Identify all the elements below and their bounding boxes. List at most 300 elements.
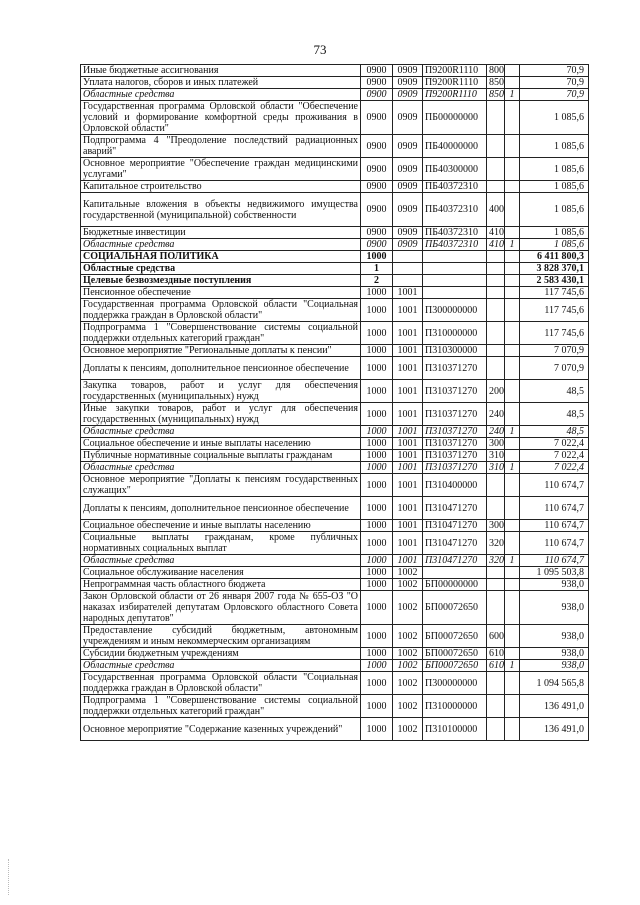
row-name-cell: Пенсионное обеспечение	[81, 287, 361, 299]
amount-cell: 110 674,7	[520, 520, 589, 532]
amount-cell: 117 745,6	[520, 287, 589, 299]
row-name-cell: Основное мероприятие "Региональные доплаты к пенсии"	[81, 345, 361, 357]
expense-type-cell	[487, 287, 505, 299]
target-article-cell: П310371270	[423, 357, 487, 380]
expense-type-cell	[487, 135, 505, 158]
funding-source-cell: 1	[505, 239, 520, 251]
expense-type-cell	[487, 345, 505, 357]
subsection-code-cell: 1002	[393, 648, 423, 660]
expense-type-cell: 850	[487, 89, 505, 101]
target-article-cell: БП00072650	[423, 660, 487, 672]
target-article-cell: П300000000	[423, 672, 487, 695]
table-row	[81, 101, 589, 135]
target-article-cell: БП00072650	[423, 591, 487, 625]
row-name-cell: Основное мероприятие "Доплаты к пенсиям государственных служащих"	[81, 474, 361, 497]
row-name-cell: Предоставление субсидий бюджетным, автономным учреждениям и иным некоммерческим организациям	[81, 625, 361, 648]
row-name-cell: Доплаты к пенсиям, дополнительное пенсионное обеспечение	[81, 357, 361, 380]
table-row	[81, 403, 589, 426]
target-article-cell: П310400000	[423, 474, 487, 497]
amount-cell: 7 022,4	[520, 450, 589, 462]
subsection-code-cell: 1001	[393, 532, 423, 555]
section-code-cell: 1000	[361, 287, 393, 299]
row-name-cell: Капитальные вложения в объекты недвижимого имущества государственной (муниципальной) собственности	[81, 193, 361, 227]
amount-cell: 117 745,6	[520, 299, 589, 322]
table-row	[81, 158, 589, 181]
funding-source-cell	[505, 579, 520, 591]
table-row	[81, 555, 589, 567]
amount-cell: 1 085,6	[520, 239, 589, 251]
table-row	[81, 357, 589, 380]
funding-source-cell	[505, 275, 520, 287]
target-article-cell: П310471270	[423, 532, 487, 555]
row-name-cell: Социальное обеспечение и иные выплаты населению	[81, 520, 361, 532]
funding-source-cell: 1	[505, 426, 520, 438]
table-row	[81, 532, 589, 555]
expense-type-cell	[487, 591, 505, 625]
target-article-cell	[423, 275, 487, 287]
row-name-cell: Подпрограмма 1 "Совершенствование системы социальной поддержки отдельных категорий граждан"	[81, 322, 361, 345]
row-name-cell: Областные средства	[81, 462, 361, 474]
target-article-cell: П310371270	[423, 462, 487, 474]
table-row	[81, 135, 589, 158]
table-row	[81, 239, 589, 251]
table-row	[81, 89, 589, 101]
table-row	[81, 251, 589, 263]
subsection-code-cell: 1001	[393, 438, 423, 450]
amount-cell: 938,0	[520, 591, 589, 625]
target-article-cell: П310000000	[423, 322, 487, 345]
expense-type-cell	[487, 263, 505, 275]
expense-type-cell: 320	[487, 555, 505, 567]
expense-type-cell: 400	[487, 193, 505, 227]
table-row	[81, 450, 589, 462]
section-code-cell: 1000	[361, 625, 393, 648]
funding-source-cell	[505, 322, 520, 345]
table-row	[81, 567, 589, 579]
expense-type-cell: 310	[487, 462, 505, 474]
subsection-code-cell: 0909	[393, 158, 423, 181]
table-row	[81, 718, 589, 741]
expense-type-cell	[487, 579, 505, 591]
subsection-code-cell	[393, 275, 423, 287]
section-code-cell: 1000	[361, 322, 393, 345]
subsection-code-cell: 0909	[393, 135, 423, 158]
target-article-cell: П310000000	[423, 695, 487, 718]
target-article-cell: П300000000	[423, 299, 487, 322]
expense-type-cell: 850	[487, 77, 505, 89]
row-name-cell: Закупка товаров, работ и услуг для обеспечения государственных (муниципальных) нужд	[81, 380, 361, 403]
funding-source-cell: 1	[505, 660, 520, 672]
section-code-cell: 1000	[361, 357, 393, 380]
expense-type-cell: 300	[487, 520, 505, 532]
section-code-cell: 1000	[361, 555, 393, 567]
row-name-cell: Социальные выплаты гражданам, кроме публичных нормативных социальных выплат	[81, 532, 361, 555]
funding-source-cell	[505, 101, 520, 135]
amount-cell: 70,9	[520, 65, 589, 77]
row-name-cell: Основное мероприятие "Содержание казенных учреждений"	[81, 718, 361, 741]
funding-source-cell	[505, 299, 520, 322]
section-code-cell: 1000	[361, 648, 393, 660]
target-article-cell: П310371270	[423, 450, 487, 462]
target-article-cell: ПБ40372310	[423, 227, 487, 239]
amount-cell: 110 674,7	[520, 474, 589, 497]
amount-cell: 48,5	[520, 403, 589, 426]
section-code-cell: 0900	[361, 77, 393, 89]
expense-type-cell	[487, 158, 505, 181]
funding-source-cell: 1	[505, 555, 520, 567]
expense-type-cell: 410	[487, 239, 505, 251]
expense-type-cell	[487, 101, 505, 135]
section-code-cell: 1000	[361, 718, 393, 741]
subsection-code-cell: 1002	[393, 695, 423, 718]
subsection-code-cell: 0909	[393, 181, 423, 193]
table-row	[81, 227, 589, 239]
table-row	[81, 275, 589, 287]
section-code-cell: 0900	[361, 89, 393, 101]
subsection-code-cell: 0909	[393, 193, 423, 227]
subsection-code-cell: 1001	[393, 380, 423, 403]
target-article-cell: П310371270	[423, 380, 487, 403]
section-code-cell: 0900	[361, 158, 393, 181]
expense-type-cell: 240	[487, 426, 505, 438]
amount-cell: 48,5	[520, 426, 589, 438]
funding-source-cell	[505, 77, 520, 89]
amount-cell: 938,0	[520, 648, 589, 660]
subsection-code-cell: 0909	[393, 101, 423, 135]
table-row	[81, 426, 589, 438]
subsection-code-cell: 1002	[393, 579, 423, 591]
row-name-cell: СОЦИАЛЬНАЯ ПОЛИТИКА	[81, 251, 361, 263]
target-article-cell: ПБ40372310	[423, 181, 487, 193]
funding-source-cell	[505, 65, 520, 77]
table-row	[81, 695, 589, 718]
amount-cell: 7 022,4	[520, 462, 589, 474]
subsection-code-cell: 1002	[393, 625, 423, 648]
funding-source-cell	[505, 450, 520, 462]
subsection-code-cell: 1001	[393, 474, 423, 497]
table-row	[81, 497, 589, 520]
row-name-cell: Иные бюджетные ассигнования	[81, 65, 361, 77]
expense-type-cell	[487, 474, 505, 497]
funding-source-cell	[505, 718, 520, 741]
table-row	[81, 520, 589, 532]
section-code-cell: 1	[361, 263, 393, 275]
table-row	[81, 299, 589, 322]
funding-source-cell	[505, 158, 520, 181]
expense-type-cell	[487, 299, 505, 322]
expense-type-cell: 610	[487, 648, 505, 660]
section-code-cell: 1000	[361, 299, 393, 322]
expense-type-cell	[487, 181, 505, 193]
target-article-cell: БП00072650	[423, 648, 487, 660]
row-name-cell: Областные средства	[81, 239, 361, 251]
expense-type-cell	[487, 718, 505, 741]
section-code-cell: 0900	[361, 135, 393, 158]
expense-type-cell: 200	[487, 380, 505, 403]
target-article-cell: ПБ40372310	[423, 239, 487, 251]
amount-cell: 110 674,7	[520, 532, 589, 555]
funding-source-cell	[505, 532, 520, 555]
funding-source-cell	[505, 567, 520, 579]
subsection-code-cell: 1002	[393, 718, 423, 741]
amount-cell: 7 022,4	[520, 438, 589, 450]
expense-type-cell	[487, 322, 505, 345]
table-row	[81, 287, 589, 299]
subsection-code-cell: 1001	[393, 450, 423, 462]
table-row	[81, 345, 589, 357]
table-row	[81, 660, 589, 672]
funding-source-cell	[505, 497, 520, 520]
expense-type-cell: 320	[487, 532, 505, 555]
funding-source-cell: 1	[505, 89, 520, 101]
funding-source-cell	[505, 135, 520, 158]
subsection-code-cell	[393, 263, 423, 275]
amount-cell: 938,0	[520, 660, 589, 672]
expense-type-cell	[487, 251, 505, 263]
target-article-cell: ПБ40000000	[423, 135, 487, 158]
row-name-cell: Иные закупки товаров, работ и услуг для обеспечения государственных (муниципальных) нужд	[81, 403, 361, 426]
subsection-code-cell: 1001	[393, 357, 423, 380]
target-article-cell: П9200R1110	[423, 77, 487, 89]
subsection-code-cell: 1001	[393, 462, 423, 474]
expense-type-cell	[487, 567, 505, 579]
amount-cell: 1 085,6	[520, 158, 589, 181]
amount-cell: 136 491,0	[520, 718, 589, 741]
target-article-cell: П310471270	[423, 555, 487, 567]
amount-cell: 1 085,6	[520, 135, 589, 158]
row-name-cell: Капитальное строительство	[81, 181, 361, 193]
target-article-cell	[423, 251, 487, 263]
section-code-cell: 1000	[361, 380, 393, 403]
amount-cell: 70,9	[520, 77, 589, 89]
row-name-cell: Областные средства	[81, 660, 361, 672]
funding-source-cell	[505, 287, 520, 299]
subsection-code-cell: 0909	[393, 77, 423, 89]
section-code-cell: 0900	[361, 239, 393, 251]
section-code-cell: 1000	[361, 567, 393, 579]
funding-source-cell	[505, 227, 520, 239]
row-name-cell: Государственная программа Орловской области "Обеспечение условий и формирование комфортной среды проживания в Орловской области"	[81, 101, 361, 135]
section-code-cell: 1000	[361, 438, 393, 450]
target-article-cell: П310371270	[423, 403, 487, 426]
section-code-cell: 0900	[361, 65, 393, 77]
table-row	[81, 648, 589, 660]
row-name-cell: Социальное обслуживание населения	[81, 567, 361, 579]
target-article-cell: П310371270	[423, 438, 487, 450]
section-code-cell: 0900	[361, 227, 393, 239]
subsection-code-cell	[393, 251, 423, 263]
table-row	[81, 625, 589, 648]
subsection-code-cell: 1001	[393, 287, 423, 299]
row-name-cell: Областные средства	[81, 263, 361, 275]
subsection-code-cell: 1002	[393, 591, 423, 625]
expense-type-cell: 410	[487, 227, 505, 239]
amount-cell: 938,0	[520, 579, 589, 591]
amount-cell: 1 094 565,8	[520, 672, 589, 695]
expense-type-cell: 310	[487, 450, 505, 462]
subsection-code-cell: 1001	[393, 520, 423, 532]
funding-source-cell	[505, 345, 520, 357]
funding-source-cell	[505, 474, 520, 497]
target-article-cell: П310471270	[423, 497, 487, 520]
amount-cell: 3 828 370,1	[520, 263, 589, 275]
funding-source-cell	[505, 695, 520, 718]
scan-artifact	[8, 859, 11, 895]
row-name-cell: Доплаты к пенсиям, дополнительное пенсионное обеспечение	[81, 497, 361, 520]
amount-cell: 1 085,6	[520, 227, 589, 239]
subsection-code-cell: 1001	[393, 555, 423, 567]
row-name-cell: Основное мероприятие "Обеспечение граждан медицинскими услугами"	[81, 158, 361, 181]
amount-cell: 136 491,0	[520, 695, 589, 718]
subsection-code-cell: 1002	[393, 672, 423, 695]
row-name-cell: Субсидии бюджетным учреждениям	[81, 648, 361, 660]
funding-source-cell	[505, 591, 520, 625]
table-row	[81, 591, 589, 625]
section-code-cell: 2	[361, 275, 393, 287]
subsection-code-cell: 0909	[393, 227, 423, 239]
funding-source-cell: 1	[505, 462, 520, 474]
table-row	[81, 193, 589, 227]
section-code-cell: 1000	[361, 695, 393, 718]
table-row	[81, 77, 589, 89]
table-row	[81, 322, 589, 345]
expense-type-cell: 300	[487, 438, 505, 450]
target-article-cell: П9200R1110	[423, 65, 487, 77]
row-name-cell: Бюджетные инвестиции	[81, 227, 361, 239]
table-row	[81, 380, 589, 403]
page-number: 73	[313, 42, 327, 57]
section-code-cell: 1000	[361, 591, 393, 625]
target-article-cell: П9200R1110	[423, 89, 487, 101]
subsection-code-cell: 0909	[393, 239, 423, 251]
row-name-cell: Закон Орловской области от 26 января 2007 года № 655-ОЗ "О наказах избирателей депутатам Орловского областного Совета народных депутатов"	[81, 591, 361, 625]
section-code-cell: 0900	[361, 181, 393, 193]
row-name-cell: Публичные нормативные социальные выплаты гражданам	[81, 450, 361, 462]
row-name-cell: Областные средства	[81, 555, 361, 567]
target-article-cell: П310100000	[423, 718, 487, 741]
row-name-cell: Областные средства	[81, 426, 361, 438]
subsection-code-cell: 1002	[393, 660, 423, 672]
section-code-cell: 1000	[361, 251, 393, 263]
section-code-cell: 1000	[361, 497, 393, 520]
amount-cell: 1 095 503,8	[520, 567, 589, 579]
amount-cell: 7 070,9	[520, 357, 589, 380]
subsection-code-cell: 1001	[393, 497, 423, 520]
amount-cell: 7 070,9	[520, 345, 589, 357]
target-article-cell: П310471270	[423, 520, 487, 532]
expense-type-cell: 600	[487, 625, 505, 648]
expense-type-cell	[487, 275, 505, 287]
expense-type-cell	[487, 695, 505, 718]
table-row	[81, 474, 589, 497]
amount-cell: 1 085,6	[520, 193, 589, 227]
row-name-cell: Подпрограмма 4 "Преодоление последствий радиационных аварий"	[81, 135, 361, 158]
subsection-code-cell: 0909	[393, 65, 423, 77]
section-code-cell: 1000	[361, 462, 393, 474]
target-article-cell: ПБ40372310	[423, 193, 487, 227]
funding-source-cell	[505, 380, 520, 403]
section-code-cell: 1000	[361, 579, 393, 591]
funding-source-cell	[505, 193, 520, 227]
section-code-cell: 0900	[361, 193, 393, 227]
section-code-cell: 0900	[361, 101, 393, 135]
subsection-code-cell: 1001	[393, 426, 423, 438]
funding-source-cell	[505, 357, 520, 380]
target-article-cell	[423, 287, 487, 299]
row-name-cell: Целевые безвозмездные поступления	[81, 275, 361, 287]
table-row	[81, 462, 589, 474]
section-code-cell: 1000	[361, 672, 393, 695]
target-article-cell: П310300000	[423, 345, 487, 357]
target-article-cell: БП00000000	[423, 579, 487, 591]
target-article-cell: П310371270	[423, 426, 487, 438]
budget-table	[80, 64, 589, 741]
expense-type-cell	[487, 357, 505, 380]
target-article-cell	[423, 567, 487, 579]
section-code-cell: 1000	[361, 426, 393, 438]
expense-type-cell	[487, 672, 505, 695]
section-code-cell: 1000	[361, 660, 393, 672]
row-name-cell: Подпрограмма 1 "Совершенствование системы социальной поддержки отдельных категорий граждан"	[81, 695, 361, 718]
funding-source-cell	[505, 438, 520, 450]
amount-cell: 110 674,7	[520, 555, 589, 567]
funding-source-cell	[505, 648, 520, 660]
section-code-cell: 1000	[361, 345, 393, 357]
table-row	[81, 65, 589, 77]
amount-cell: 117 745,6	[520, 322, 589, 345]
funding-source-cell	[505, 181, 520, 193]
expense-type-cell: 240	[487, 403, 505, 426]
row-name-cell: Государственная программа Орловской области "Социальная поддержка граждан в Орловской области"	[81, 672, 361, 695]
funding-source-cell	[505, 672, 520, 695]
subsection-code-cell: 1001	[393, 322, 423, 345]
table-row	[81, 672, 589, 695]
row-name-cell: Социальное обеспечение и иные выплаты населению	[81, 438, 361, 450]
target-article-cell: ПБ00000000	[423, 101, 487, 135]
subsection-code-cell: 1001	[393, 299, 423, 322]
target-article-cell: ПБ40300000	[423, 158, 487, 181]
funding-source-cell	[505, 403, 520, 426]
amount-cell: 2 583 430,1	[520, 275, 589, 287]
table-row	[81, 438, 589, 450]
amount-cell: 1 085,6	[520, 101, 589, 135]
section-code-cell: 1000	[361, 474, 393, 497]
target-article-cell: БП00072650	[423, 625, 487, 648]
funding-source-cell	[505, 263, 520, 275]
funding-source-cell	[505, 251, 520, 263]
amount-cell: 110 674,7	[520, 497, 589, 520]
subsection-code-cell: 1001	[393, 403, 423, 426]
expense-type-cell: 800	[487, 65, 505, 77]
subsection-code-cell: 1002	[393, 567, 423, 579]
table-row	[81, 263, 589, 275]
table-row	[81, 181, 589, 193]
section-code-cell: 1000	[361, 520, 393, 532]
amount-cell: 1 085,6	[520, 181, 589, 193]
row-name-cell: Областные средства	[81, 89, 361, 101]
amount-cell: 48,5	[520, 380, 589, 403]
section-code-cell: 1000	[361, 450, 393, 462]
amount-cell: 70,9	[520, 89, 589, 101]
funding-source-cell	[505, 625, 520, 648]
section-code-cell: 1000	[361, 532, 393, 555]
expense-type-cell: 610	[487, 660, 505, 672]
subsection-code-cell: 1001	[393, 345, 423, 357]
target-article-cell	[423, 263, 487, 275]
expense-type-cell	[487, 497, 505, 520]
table-row	[81, 579, 589, 591]
row-name-cell: Непрограммная часть областного бюджета	[81, 579, 361, 591]
